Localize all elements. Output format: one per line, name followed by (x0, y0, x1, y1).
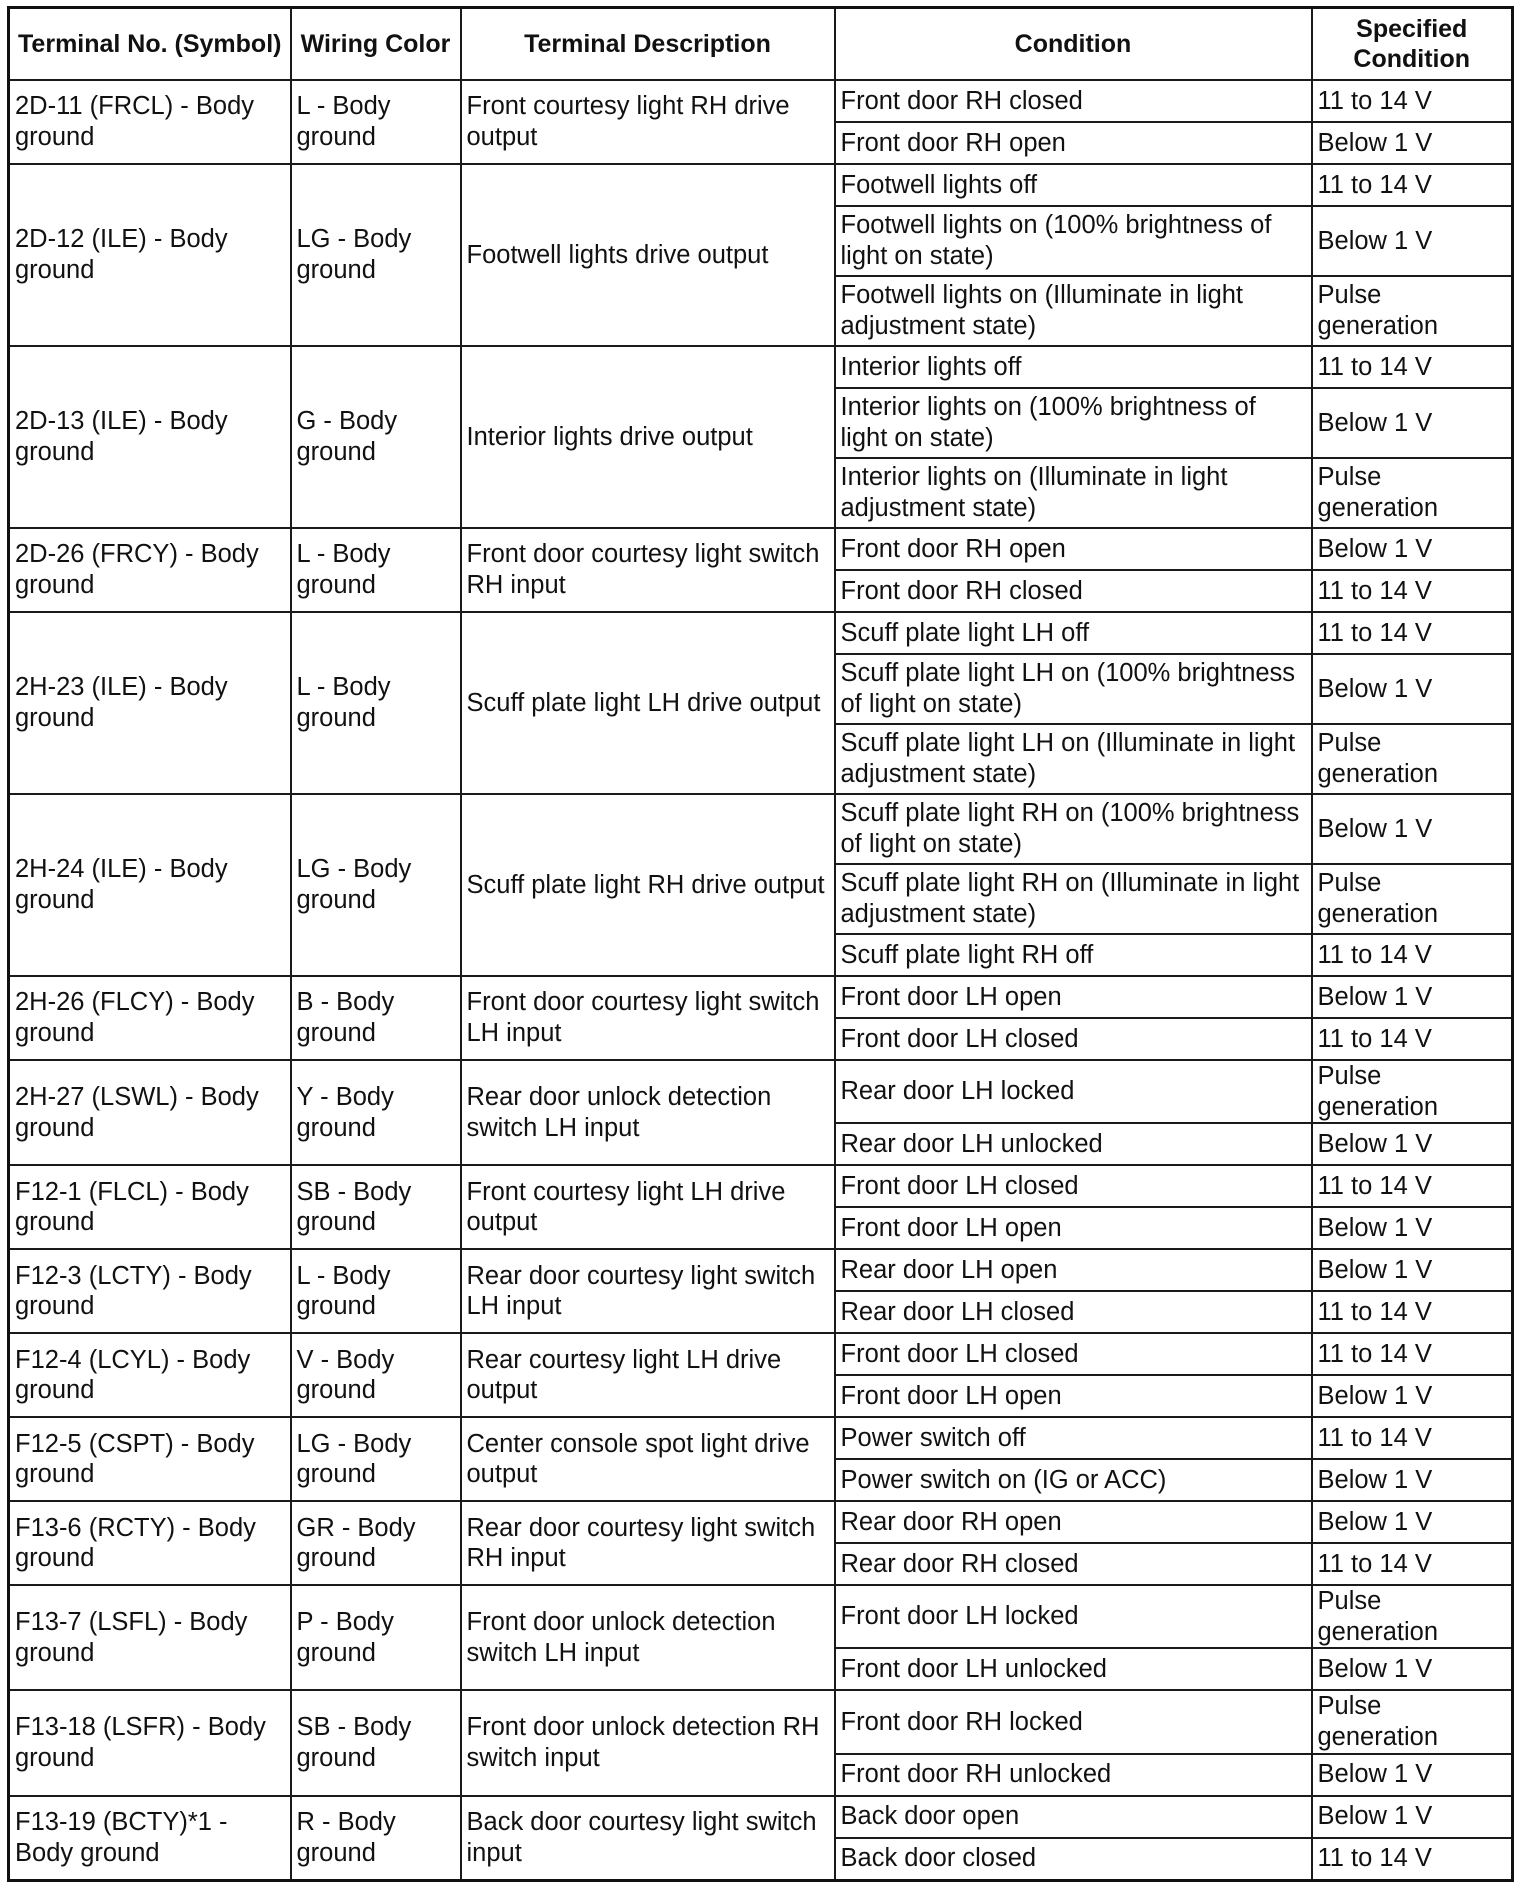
condition-cell: Rear door RH open (835, 1501, 1312, 1543)
table-header (9, 8, 1513, 81)
wiring-color-cell: GR - Body ground (291, 1501, 461, 1585)
table-row (9, 1417, 1513, 1459)
specified-condition-cell: Pulse generation (1312, 458, 1513, 528)
table-row (9, 1585, 1513, 1648)
condition-cell: Scuff plate light LH on (100% brightness of light on state) (835, 654, 1312, 724)
terminal-cell: 2H-24 (ILE) - Body ground (9, 794, 291, 976)
header-condition: Condition (835, 8, 1312, 81)
specified-condition-cell: Pulse generation (1312, 864, 1513, 934)
description-cell: Interior lights drive output (461, 346, 835, 528)
condition-cell: Interior lights on (100% brightness of light on state) (835, 388, 1312, 458)
specified-condition-cell: Below 1 V (1312, 1648, 1513, 1690)
condition-cell: Front door LH open (835, 976, 1312, 1018)
wiring-color-cell: SB - Body ground (291, 1165, 461, 1249)
condition-cell: Footwell lights on (100% brightness of light on state) (835, 206, 1312, 276)
specified-condition-cell: Below 1 V (1312, 1501, 1513, 1543)
wiring-color-cell: L - Body ground (291, 1249, 461, 1333)
table-body (9, 80, 1513, 1880)
wiring-color-cell: L - Body ground (291, 80, 461, 164)
table-row (9, 1796, 1513, 1838)
condition-cell: Rear door LH closed (835, 1291, 1312, 1333)
specified-condition-cell: 11 to 14 V (1312, 1333, 1513, 1375)
terminal-spec-table (7, 6, 1514, 1882)
specified-condition-cell: 11 to 14 V (1312, 346, 1513, 388)
terminal-cell: F12-1 (FLCL) - Body ground (9, 1165, 291, 1249)
terminal-cell: F13-6 (RCTY) - Body ground (9, 1501, 291, 1585)
condition-cell: Front door RH unlocked (835, 1754, 1312, 1796)
condition-cell: Rear door LH locked (835, 1060, 1312, 1123)
table-wrapper (7, 6, 1514, 1882)
specified-condition-cell: Below 1 V (1312, 388, 1513, 458)
specified-condition-cell: 11 to 14 V (1312, 1165, 1513, 1207)
specified-condition-cell: 11 to 14 V (1312, 1838, 1513, 1881)
table-row (9, 1690, 1513, 1753)
terminal-cell: 2D-13 (ILE) - Body ground (9, 346, 291, 528)
table-row (9, 1165, 1513, 1207)
terminal-cell: 2D-11 (FRCL) - Body ground (9, 80, 291, 164)
specified-condition-cell: Below 1 V (1312, 1754, 1513, 1796)
specified-condition-cell: Pulse generation (1312, 276, 1513, 346)
description-cell: Front courtesy light LH drive output (461, 1165, 835, 1249)
description-cell: Front courtesy light RH drive output (461, 80, 835, 164)
wiring-color-cell: L - Body ground (291, 612, 461, 794)
terminal-cell: F12-3 (LCTY) - Body ground (9, 1249, 291, 1333)
condition-cell: Front door RH open (835, 528, 1312, 570)
terminal-cell: F12-4 (LCYL) - Body ground (9, 1333, 291, 1417)
terminal-cell: F13-18 (LSFR) - Body ground (9, 1690, 291, 1795)
table-row (9, 80, 1513, 122)
condition-cell: Rear door LH unlocked (835, 1123, 1312, 1165)
condition-cell: Front door RH closed (835, 80, 1312, 122)
condition-cell: Back door closed (835, 1838, 1312, 1881)
specified-condition-cell: Pulse generation (1312, 1585, 1513, 1648)
condition-cell: Scuff plate light LH on (Illuminate in light adjustment state) (835, 724, 1312, 794)
specified-condition-cell: Below 1 V (1312, 654, 1513, 724)
specified-condition-cell: Below 1 V (1312, 1796, 1513, 1838)
terminal-cell: 2H-23 (ILE) - Body ground (9, 612, 291, 794)
wiring-color-cell: LG - Body ground (291, 1417, 461, 1501)
terminal-cell: F13-19 (BCTY)*1 - Body ground (9, 1796, 291, 1881)
condition-cell: Front door LH open (835, 1207, 1312, 1249)
wiring-color-cell: L - Body ground (291, 528, 461, 612)
description-cell: Scuff plate light LH drive output (461, 612, 835, 794)
wiring-color-cell: G - Body ground (291, 346, 461, 528)
condition-cell: Power switch off (835, 1417, 1312, 1459)
specified-condition-cell: 11 to 14 V (1312, 1291, 1513, 1333)
description-cell: Back door courtesy light switch input (461, 1796, 835, 1881)
wiring-color-cell: SB - Body ground (291, 1690, 461, 1795)
wiring-color-cell: R - Body ground (291, 1796, 461, 1881)
condition-cell: Front door RH closed (835, 570, 1312, 612)
condition-cell: Back door open (835, 1796, 1312, 1838)
description-cell: Rear door courtesy light switch RH input (461, 1501, 835, 1585)
terminal-cell: F12-5 (CSPT) - Body ground (9, 1417, 291, 1501)
specified-condition-cell: 11 to 14 V (1312, 1543, 1513, 1585)
condition-cell: Front door RH locked (835, 1690, 1312, 1753)
description-cell: Rear door unlock detection switch LH input (461, 1060, 835, 1165)
condition-cell: Interior lights on (Illuminate in light adjustment state) (835, 458, 1312, 528)
specified-condition-cell: 11 to 14 V (1312, 80, 1513, 122)
description-cell: Rear courtesy light LH drive output (461, 1333, 835, 1417)
specified-condition-cell: Pulse generation (1312, 724, 1513, 794)
header-specified-condition: Specified Condition (1312, 8, 1513, 81)
specified-condition-cell: Below 1 V (1312, 1207, 1513, 1249)
terminal-cell: 2H-27 (LSWL) - Body ground (9, 1060, 291, 1165)
header-terminal-description: Terminal Description (461, 8, 835, 81)
table-row (9, 528, 1513, 570)
description-cell: Front door courtesy light switch RH input (461, 528, 835, 612)
description-cell: Front door unlock detection RH switch input (461, 1690, 835, 1795)
table-row (9, 346, 1513, 388)
wiring-color-cell: Y - Body ground (291, 1060, 461, 1165)
condition-cell: Interior lights off (835, 346, 1312, 388)
terminal-cell: 2D-12 (ILE) - Body ground (9, 164, 291, 346)
description-cell: Footwell lights drive output (461, 164, 835, 346)
specified-condition-cell: Pulse generation (1312, 1690, 1513, 1753)
specified-condition-cell: 11 to 14 V (1312, 1417, 1513, 1459)
wiring-color-cell: P - Body ground (291, 1585, 461, 1690)
specified-condition-cell: Below 1 V (1312, 1375, 1513, 1417)
table-row (9, 1333, 1513, 1375)
specified-condition-cell: Below 1 V (1312, 1123, 1513, 1165)
description-cell: Center console spot light drive output (461, 1417, 835, 1501)
header-row (9, 8, 1513, 81)
table-row (9, 1060, 1513, 1123)
condition-cell: Front door LH unlocked (835, 1648, 1312, 1690)
description-cell: Front door unlock detection switch LH input (461, 1585, 835, 1690)
wiring-color-cell: LG - Body ground (291, 164, 461, 346)
description-cell: Front door courtesy light switch LH input (461, 976, 835, 1060)
header-wiring-color: Wiring Color (291, 8, 461, 81)
table-row (9, 1501, 1513, 1543)
description-cell: Rear door courtesy light switch LH input (461, 1249, 835, 1333)
specified-condition-cell: 11 to 14 V (1312, 1018, 1513, 1060)
wiring-color-cell: V - Body ground (291, 1333, 461, 1417)
specified-condition-cell: 11 to 14 V (1312, 570, 1513, 612)
description-cell: Scuff plate light RH drive output (461, 794, 835, 976)
specified-condition-cell: 11 to 14 V (1312, 164, 1513, 206)
specified-condition-cell: 11 to 14 V (1312, 934, 1513, 976)
table-row (9, 794, 1513, 864)
condition-cell: Front door LH closed (835, 1018, 1312, 1060)
table-row (9, 1249, 1513, 1291)
condition-cell: Power switch on (IG or ACC) (835, 1459, 1312, 1501)
terminal-cell: 2D-26 (FRCY) - Body ground (9, 528, 291, 612)
condition-cell: Footwell lights on (Illuminate in light adjustment state) (835, 276, 1312, 346)
condition-cell: Front door LH closed (835, 1165, 1312, 1207)
condition-cell: Scuff plate light RH on (100% brightness of light on state) (835, 794, 1312, 864)
specified-condition-cell: Below 1 V (1312, 122, 1513, 164)
terminal-cell: F13-7 (LSFL) - Body ground (9, 1585, 291, 1690)
condition-cell: Front door LH locked (835, 1585, 1312, 1648)
table-row (9, 164, 1513, 206)
specified-condition-cell: Below 1 V (1312, 976, 1513, 1018)
condition-cell: Front door LH open (835, 1375, 1312, 1417)
condition-cell: Rear door RH closed (835, 1543, 1312, 1585)
table-row (9, 612, 1513, 654)
condition-cell: Front door RH open (835, 122, 1312, 164)
specified-condition-cell: 11 to 14 V (1312, 612, 1513, 654)
specified-condition-cell: Below 1 V (1312, 528, 1513, 570)
specified-condition-cell: Pulse generation (1312, 1060, 1513, 1123)
specified-condition-cell: Below 1 V (1312, 1249, 1513, 1291)
header-terminal: Terminal No. (Symbol) (9, 8, 291, 81)
terminal-cell: 2H-26 (FLCY) - Body ground (9, 976, 291, 1060)
condition-cell: Scuff plate light RH on (Illuminate in light adjustment state) (835, 864, 1312, 934)
table-row (9, 976, 1513, 1018)
condition-cell: Front door LH closed (835, 1333, 1312, 1375)
condition-cell: Scuff plate light RH off (835, 934, 1312, 976)
condition-cell: Scuff plate light LH off (835, 612, 1312, 654)
wiring-color-cell: LG - Body ground (291, 794, 461, 976)
specified-condition-cell: Below 1 V (1312, 794, 1513, 864)
condition-cell: Footwell lights off (835, 164, 1312, 206)
wiring-color-cell: B - Body ground (291, 976, 461, 1060)
specified-condition-cell: Below 1 V (1312, 206, 1513, 276)
condition-cell: Rear door LH open (835, 1249, 1312, 1291)
specified-condition-cell: Below 1 V (1312, 1459, 1513, 1501)
